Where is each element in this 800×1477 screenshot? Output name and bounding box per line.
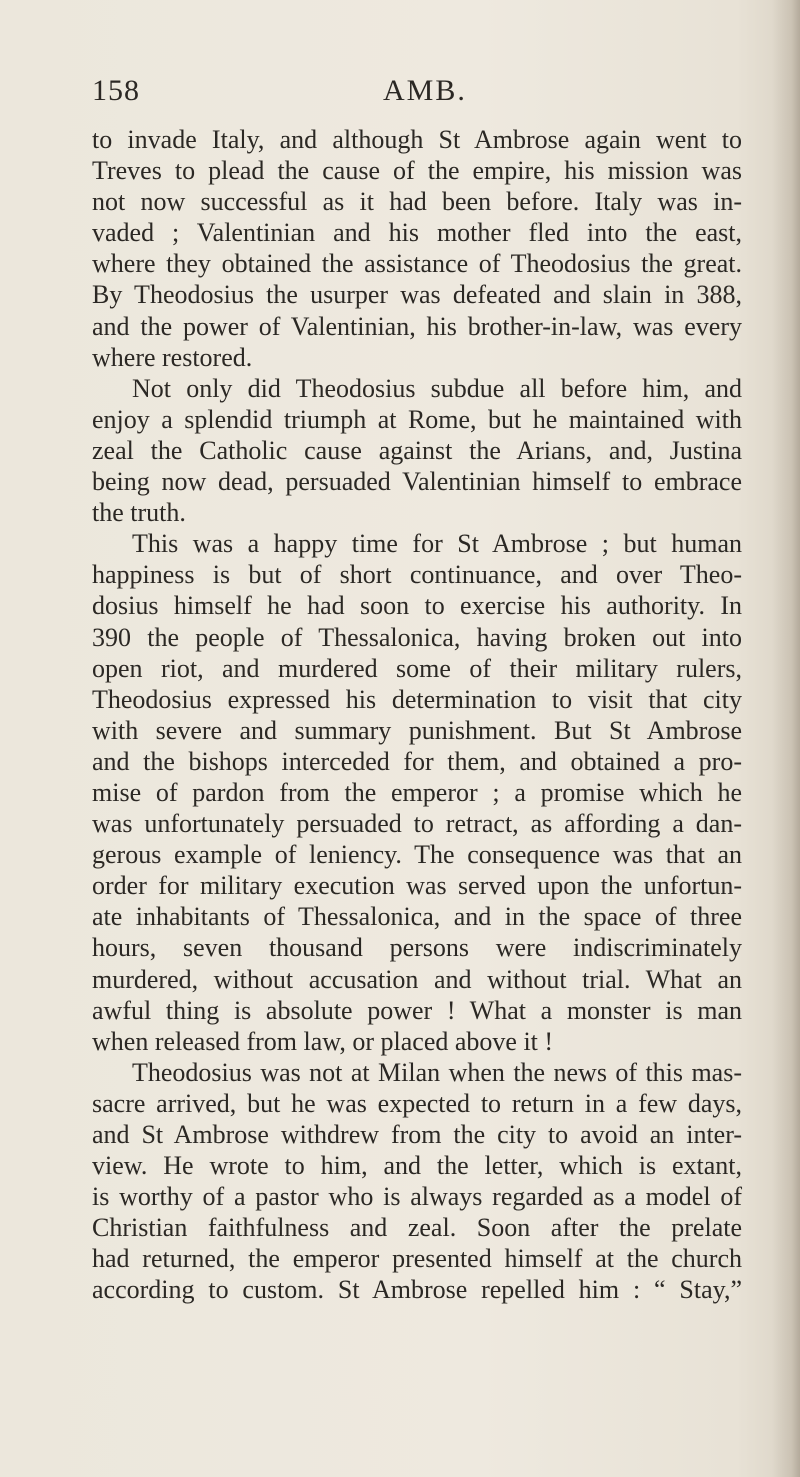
text-line: the truth.: [92, 498, 186, 528]
text-line: Treves to plead the cause of the empire, his mission was: [92, 156, 742, 186]
text-line: view. He wrote to him, and the letter, which is extant,: [92, 1151, 742, 1181]
text-line: awful thing is absolute power ! What a monster is man: [92, 995, 742, 1025]
text-line: with severe and summary punishment. But St Ambrose: [92, 715, 742, 745]
running-head: AMB.: [383, 74, 467, 107]
page-header: [92, 74, 742, 110]
text-line: to invade Italy, and although St Ambrose again went to: [92, 125, 742, 154]
page-edge-shadow: [772, 0, 800, 1477]
text-line: being now dead, persuaded Valentinian himself to embrace: [92, 467, 742, 497]
text-line: had returned, the emperor presented himself at the church: [92, 1244, 742, 1274]
text-line: Christian faithfulness and zeal. Soon after the prelate: [92, 1213, 742, 1243]
text-line: zeal the Catholic cause against the Arians, and, Justina: [92, 435, 742, 465]
text-line: enjoy a splendid triumph at Rome, but he maintained with: [92, 404, 742, 434]
text-line: dosius himself he had soon to exercise his authority. In: [92, 591, 742, 621]
text-line: was unfortunately persuaded to retract, as affording a dan-: [92, 809, 742, 839]
text-line: This was a happy time for St Ambrose ; but human: [132, 529, 742, 559]
text-line: sacre arrived, but he was expected to return in a few days,: [92, 1088, 742, 1118]
text-line: order for military execution was served upon the unfortun-: [92, 871, 742, 901]
text-line: mise of pardon from the emperor ; a promise which he: [92, 777, 742, 807]
text-line: where restored.: [92, 342, 253, 372]
page-number: 158: [92, 74, 140, 107]
text-line: not now successful as it had been before. Italy was in-: [92, 187, 742, 217]
text-line: gerous example of leniency. The consequence was that an: [92, 840, 742, 870]
text-line: is worthy of a pastor who is always regarded as a model of: [92, 1182, 742, 1212]
text-line: happiness is but of short continuance, and over Theo-: [92, 560, 742, 590]
text-line: hours, seven thousand persons were indiscriminately: [92, 933, 742, 963]
text-line: By Theodosius the usurper was defeated and slain in 388,: [92, 280, 742, 310]
text-line: 390 the people of Thessalonica, having broken out into: [92, 622, 742, 652]
text-line: where they obtained the assistance of Theodosius the great.: [92, 249, 742, 279]
text-line: Theodosius was not at Milan when the news of this mas-: [132, 1057, 742, 1087]
body-text: [92, 124, 742, 1306]
text-line: and the power of Valentinian, his brother-in-law, was every: [92, 311, 742, 341]
text-line: and the bishops interceded for them, and obtained a pro-: [92, 746, 742, 776]
text-line: vaded ; Valentinian and his mother fled into the east,: [92, 218, 742, 248]
text-line: according to custom. St Ambrose repelled him : “ Stay,”: [92, 1275, 742, 1305]
text-line: Not only did Theodosius subdue all before him, and: [132, 373, 742, 403]
text-line: open riot, and murdered some of their military rulers,: [92, 653, 742, 683]
text-line: ate inhabitants of Thessalonica, and in the space of three: [92, 902, 742, 932]
text-line: murdered, without accusation and without trial. What an: [92, 964, 742, 994]
text-line: Theodosius expressed his determination to visit that city: [92, 684, 742, 714]
text-line: when released from law, or placed above it !: [92, 1026, 554, 1056]
text-line: and St Ambrose withdrew from the city to avoid an inter-: [92, 1120, 742, 1149]
